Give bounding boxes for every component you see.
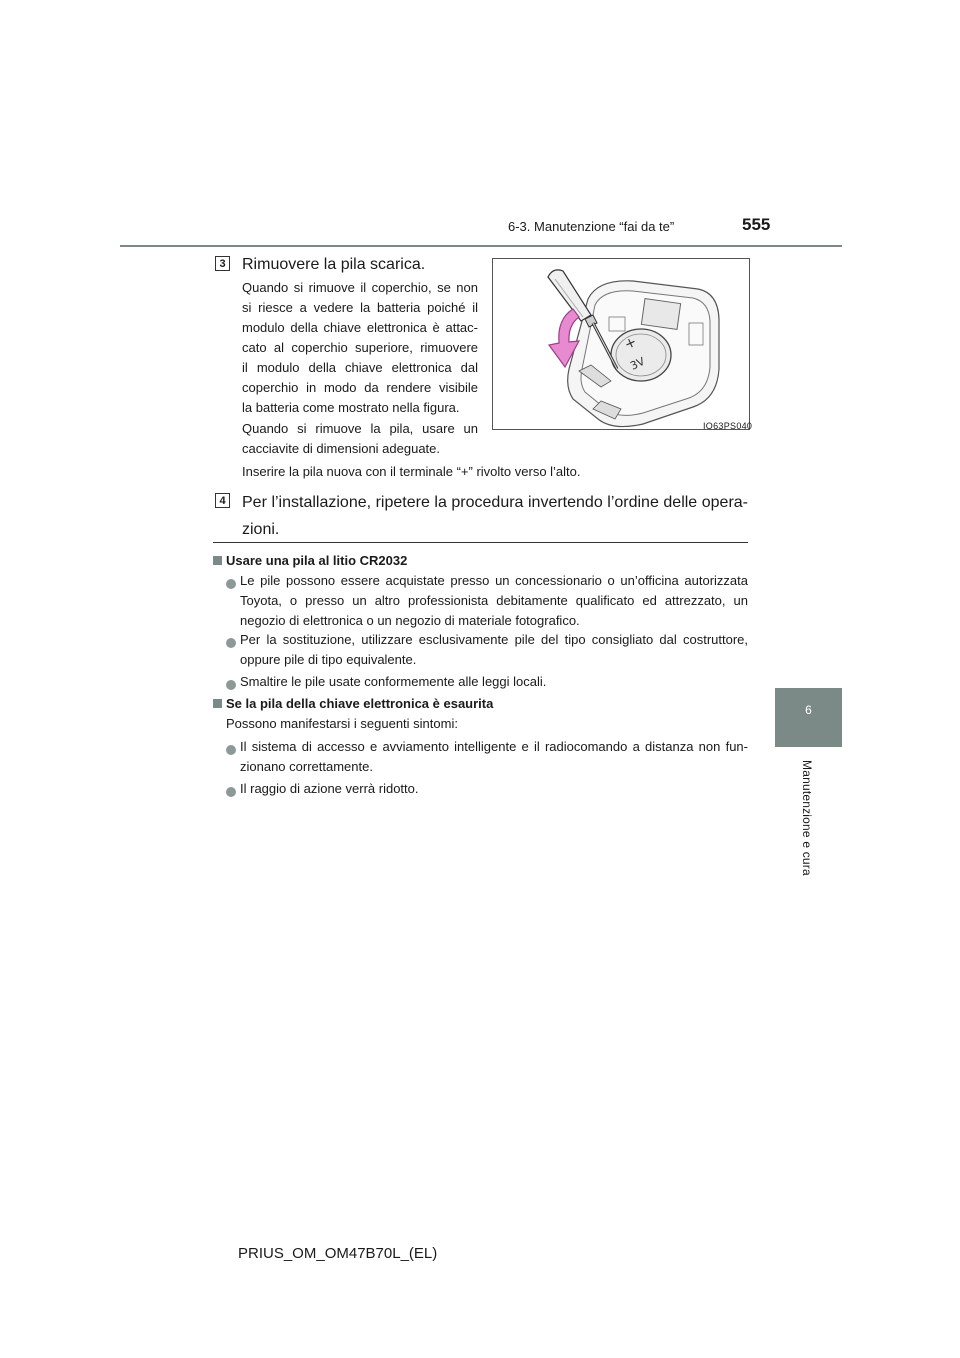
bullet-dot-icon: [226, 783, 236, 801]
chapter-tab: [775, 688, 842, 747]
step-3-p1-line: la batteria come mostrato nella figura.: [242, 400, 460, 415]
note-bullet: Il raggio di azione verrà ridotto.: [240, 781, 419, 796]
bullet-dot-icon: [226, 676, 236, 694]
square-bullet-icon: [213, 699, 222, 708]
step-3-paragraph-3: Inserire la pila nuova con il terminale “+” rivolto verso l’alto.: [242, 464, 581, 479]
step-3-p2-line: cacciavite di dimensioni adeguate.: [242, 441, 441, 456]
step-3-badge: 3: [215, 256, 230, 271]
figure-code: IO63PS040: [703, 421, 753, 431]
note-intro: Possono manifestarsi i seguenti sintomi:: [226, 716, 458, 731]
bullet-dot-icon: [226, 634, 236, 652]
chapter-tab-number: 6: [805, 703, 812, 717]
section-divider: [213, 542, 748, 543]
step-4-badge: 4: [215, 493, 230, 508]
note-heading-battery-depleted: Se la pila della chiave elettronica è esaurita: [213, 694, 493, 714]
page-number: 555: [742, 215, 771, 234]
note-bullet: Le pile possono essere acquistate presso un concessionario o un’officina autorizzata Toyota, o presso un altro professionista debitamente qualificato ed attrezzato, un negozio di elettronica o un negozio di materiale fotografico.: [240, 573, 748, 628]
step-3-p1-line: coperchio in modo da rendere visibile: [242, 380, 478, 395]
step-4-title-line: zioni.: [242, 521, 280, 538]
bullet-dot-icon: [226, 741, 236, 759]
step-3-p2-line: Quando si rimuove la pila, usare un: [242, 421, 478, 436]
step-3-p1-line: Quando si rimuove il coperchio, se non: [242, 280, 478, 295]
square-bullet-icon: [213, 556, 222, 565]
note-bullet: Il sistema di accesso e avviamento intelligente e il radiocomando a distanza non fun- zionano correttamente.: [240, 739, 748, 774]
bullet-dot-icon: [226, 575, 236, 593]
note-bullet: Per la sostituzione, utilizzare esclusivamente pile del tipo consigliato dal costruttore, oppure pile di tipo equivalente.: [240, 632, 748, 667]
step-3-title: Rimuovere la pila scarica.: [242, 256, 426, 273]
running-header-section: 6-3. Manutenzione “fai da te”: [508, 219, 675, 234]
step-4-title: [242, 489, 748, 543]
step-3-p1-line: cato al coperchio superiore, rimuovere: [242, 340, 478, 355]
chapter-side-label: Manutenzione e cura: [800, 760, 814, 876]
footer-document-code: PRIUS_OM_OM47B70L_(EL): [238, 1245, 438, 1262]
battery-plus-label: +: [621, 333, 640, 354]
note-heading-battery-type: Usare una pila al litio CR2032: [213, 551, 407, 571]
step-3-paragraph-2: [242, 419, 478, 459]
step-4-title-line: Per l’installazione, ripetere la procedura invertendo l’ordine delle opera-: [242, 494, 748, 511]
step-3-p1-line: modulo della chiave elettronica è attac-: [242, 320, 478, 335]
header-rule: [120, 245, 842, 247]
note-bullet: Smaltire le pile usate conformemente alle leggi locali.: [240, 674, 547, 689]
step-3-p1-line: il modulo della chiave elettronica dal: [242, 360, 478, 375]
key-fob-illustration: [493, 259, 749, 429]
step-3-p1-line: si riesce a vedere la batteria poiché il: [242, 300, 478, 315]
battery-voltage-label: 3V: [628, 354, 647, 373]
battery-removal-figure: [492, 258, 753, 431]
step-3-paragraph-1: [242, 278, 478, 418]
